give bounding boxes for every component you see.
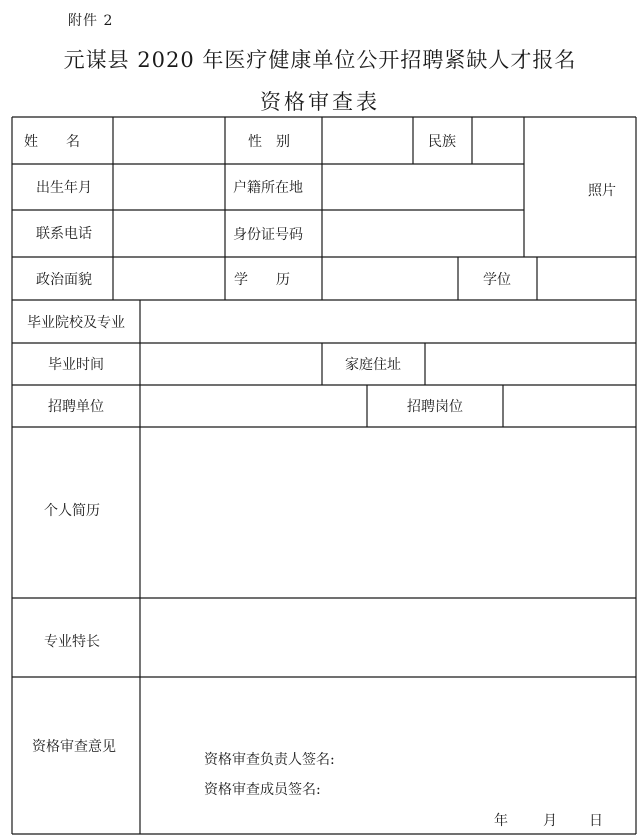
date-month: 月	[543, 813, 557, 829]
employer-field[interactable]	[141, 386, 366, 426]
attachment-label: 附件 2	[68, 13, 114, 29]
degree-field[interactable]	[538, 258, 635, 299]
position-field[interactable]	[504, 386, 635, 426]
id-number-field[interactable]	[323, 211, 523, 256]
label-resume: 个人简历	[44, 503, 100, 519]
resume-field[interactable]	[141, 428, 635, 597]
political-status-field[interactable]	[114, 258, 224, 299]
birth-field[interactable]	[114, 165, 224, 209]
hukou-field[interactable]	[323, 165, 523, 209]
label-degree: 学位	[483, 272, 511, 288]
label-school-major: 毕业院校及专业	[27, 315, 125, 331]
label-birth: 出生年月	[36, 180, 92, 196]
school-major-field[interactable]	[141, 301, 635, 342]
label-ethnicity: 民族	[428, 134, 456, 150]
label-home-address: 家庭住址	[345, 357, 401, 373]
gender-field[interactable]	[323, 118, 412, 163]
reviewer-lead-signature[interactable]: 资格审查负责人签名:	[204, 752, 335, 768]
photo-field[interactable]	[525, 118, 635, 256]
label-phone: 联系电话	[36, 226, 92, 242]
label-id-number: 身份证号码	[233, 227, 303, 243]
label-specialty: 专业特长	[44, 634, 100, 650]
label-hukou: 户籍所在地	[233, 180, 303, 196]
label-employer: 招聘单位	[48, 399, 104, 415]
label-education: 学历	[234, 272, 318, 288]
ethnicity-field[interactable]	[473, 118, 523, 163]
label-photo: 照片	[588, 183, 616, 199]
name-field[interactable]	[114, 118, 224, 163]
label-review-opinion: 资格审查意见	[32, 739, 116, 755]
label-political-status: 政治面貌	[36, 272, 92, 288]
education-field[interactable]	[323, 258, 457, 299]
specialty-field[interactable]	[141, 599, 635, 676]
form-subtitle: 资格审查表	[260, 90, 380, 114]
home-address-field[interactable]	[426, 344, 635, 384]
phone-field[interactable]	[114, 211, 224, 256]
reviewer-member-signature[interactable]: 资格审查成员签名:	[204, 782, 321, 798]
label-gender: 性别	[248, 134, 304, 150]
label-grad-time: 毕业时间	[48, 357, 104, 373]
date-year: 年	[494, 813, 508, 829]
form-title: 元谋县 2020 年医疗健康单位公开招聘紧缺人才报名	[63, 48, 577, 72]
label-position: 招聘岗位	[407, 399, 463, 415]
label-name: 姓名	[24, 134, 108, 150]
grad-time-field[interactable]	[141, 344, 321, 384]
date-day: 日	[589, 813, 603, 829]
